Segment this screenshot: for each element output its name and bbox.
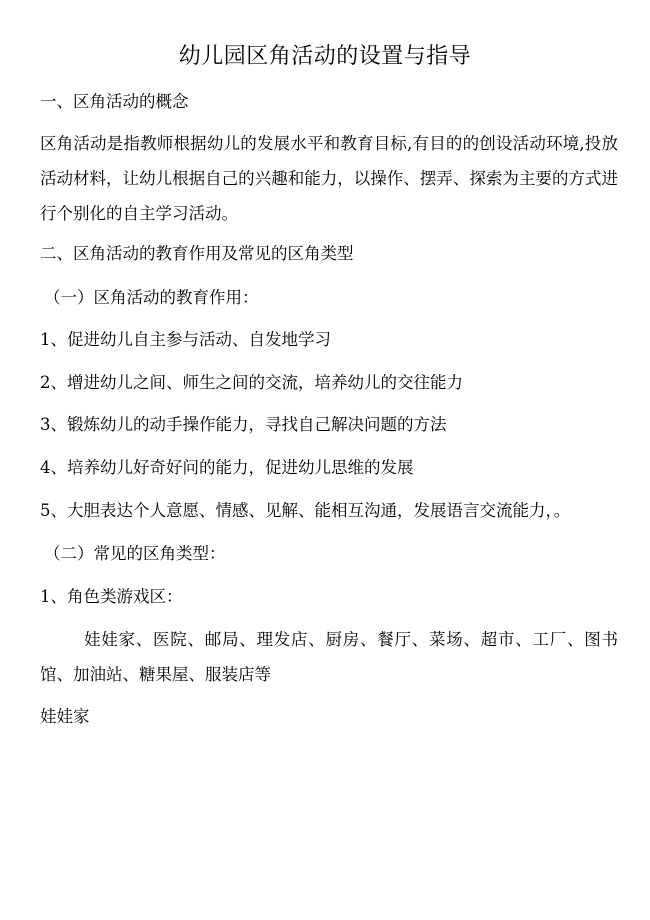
subsection-1-heading: （一）区角活动的教育作用： [44, 288, 259, 307]
section-2-heading: 二、区角活动的教育作用及常见的区角类型 [40, 244, 354, 263]
list-item: 2、增进幼儿之间、师生之间的交流，培养幼儿的交往能力 [40, 373, 463, 392]
list-item: 5、大胆表达个人意愿、情感、见解、能相互沟通，发展语言交流能力，。 [40, 501, 571, 520]
category-1-paragraph: 娃娃家、医院、邮局、理发店、厨房、餐厅、菜场、超市、工厂、图书馆、加油站、糖果屋、服装店等 [40, 630, 618, 684]
list-item: 1、促进幼儿自主参与活动、自发地学习 [40, 330, 331, 349]
subsection-2-heading: （二）常见的区角类型： [44, 544, 226, 563]
section-1-heading: 一、区角活动的概念 [40, 92, 189, 111]
document-title: 幼儿园区角活动的设置与指导 [178, 44, 472, 69]
list-item: 4、培养幼儿好奇好问的能力，促进幼儿思维的发展 [40, 458, 414, 477]
trailing-line: 娃娃家 [40, 707, 90, 726]
section-1-paragraph: 区角活动是指教师根据幼儿的发展水平和教育目标,有目的的创设活动环境,投放活动材料，让幼儿根据自己的兴趣和能力，以操作、摆弄、探索为主要的方式进行个别化的自主学习活动。 [40, 134, 618, 223]
list-item: 3、锻炼幼儿的动手操作能力，寻找自己解决问题的方法 [40, 415, 447, 434]
category-1-heading: 1、角色类游戏区： [40, 587, 183, 606]
